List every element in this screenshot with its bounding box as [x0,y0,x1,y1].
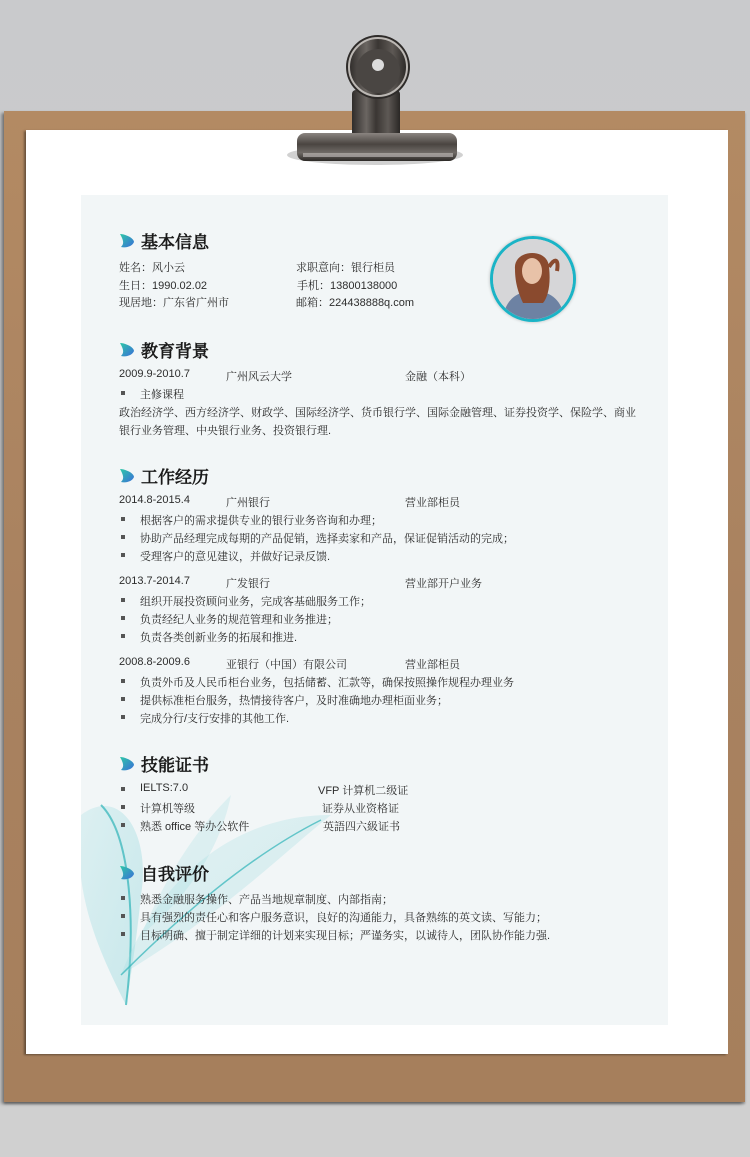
job-duty: 组织开展投资顾问业务，完成客基础服务工作； [140,596,371,608]
bullet-icon [121,679,125,683]
avatar [490,236,576,322]
job-company: 广发银行 [226,578,270,590]
certificate-item: VFP 计算机二级证 [318,785,409,797]
job-duty: 提供标准柜台服务，热情接待客户，及时准确地办理柜面业务； [140,695,448,707]
job-duty: 根据客户的需求提供专业的银行业务咨询和办理； [140,515,382,527]
section-bird-icon [119,468,135,484]
job-position: 营业部开户业务 [405,578,482,590]
email-field: 邮箱：224438888q.com [296,297,415,309]
courses-line-2: 银行业务管理、中央银行业务、投资银行理. [119,425,332,437]
section-title-text: 教育背景 [141,342,209,361]
birthday-field: 生日：1990.02.02 [119,280,208,292]
section-title-text: 自我评价 [141,865,209,884]
section-bird-icon [119,233,135,249]
courses-label: 主修课程 [140,389,184,401]
section-title-basic-info [119,228,209,253]
location-field: 现居地：广东省广州市 [119,297,229,309]
job-intent-field: 求职意向：银行柜员 [296,262,395,274]
skill-item: IELTS:7.0 [140,782,189,794]
job-duty: 受理客户的意见建议，并做好记录反馈. [140,551,331,563]
binder-clip-icon [285,25,465,171]
skill-item: 计算机等级 [140,803,195,815]
bullet-icon [121,634,125,638]
education-period: 2009.9-2010.7 [119,368,190,380]
self-eval-item: 具有强烈的责任心和客户服务意识，良好的沟通能力，具备熟练的英文读、写能力； [140,912,547,924]
bullet-icon [121,535,125,539]
job-period: 2008.8-2009.6 [119,656,190,668]
job-duty: 负责外币及人民币柜台业务，包括储蓄、汇款等，确保按照操作规程办理业务 [140,677,514,689]
job-duty: 协助产品经理完成每期的产品促销，选择卖家和产品，保证促销活动的完成； [140,533,514,545]
job-period: 2013.7-2014.7 [119,575,190,587]
courses-line-1: 政治经济学、西方经济学、财政学、国际经济学、货币银行学、国际金融管理、证券投资学、保险学、商业 [119,407,636,419]
bullet-icon [121,517,125,521]
skill-item: 熟悉 office 等办公软件 [140,821,250,833]
profile-photo-icon [493,239,573,319]
bullet-icon [121,598,125,602]
education-school: 广州风云大学 [226,371,292,383]
section-title-work [119,463,209,488]
section-title-education [119,337,209,362]
bullet-icon [121,787,125,791]
section-title-text: 工作经历 [141,468,209,487]
job-duty: 负责经纪人业务的规范管理和业务推进； [140,614,338,626]
bullet-icon [121,932,125,936]
section-bird-icon [119,342,135,358]
resume-content-panel [81,195,668,1025]
bullet-icon [121,715,125,719]
certificate-item: 英語四六級证书 [323,821,400,833]
bullet-icon [121,616,125,620]
name-field: 姓名：风小云 [119,262,185,274]
phone-field: 手机：13800138000 [297,280,398,292]
bullet-icon [121,697,125,701]
job-period: 2014.8-2015.4 [119,494,190,506]
section-bird-icon [119,756,135,772]
bullet-icon [121,553,125,557]
certificate-item: 证券从业资格证 [322,803,399,815]
education-major: 金融（本科） [405,371,471,383]
job-company: 亚银行（中国）有限公司 [226,659,347,671]
bullet-icon [121,391,125,395]
job-duty: 负责各类创新业务的拓展和推进. [140,632,298,644]
bullet-icon [121,805,125,809]
section-title-skills [119,751,209,776]
bullet-icon [121,914,125,918]
bullet-icon [121,896,125,900]
section-title-self-eval [119,860,209,885]
section-title-text: 技能证书 [141,756,209,775]
job-position: 营业部柜员 [405,497,460,509]
self-eval-item: 目标明确、擅于制定详细的计划来实现目标；严谨务实，以诚待人，团队协作能力强. [140,930,551,942]
self-eval-item: 熟悉金融服务操作、产品当地规章制度、内部指南； [140,894,393,906]
job-company: 广州银行 [226,497,270,509]
section-title-text: 基本信息 [141,233,209,252]
bullet-icon [121,823,125,827]
job-position: 营业部柜员 [405,659,460,671]
section-bird-icon [119,865,135,881]
job-duty: 完成分行/支行安排的其他工作. [140,713,290,725]
